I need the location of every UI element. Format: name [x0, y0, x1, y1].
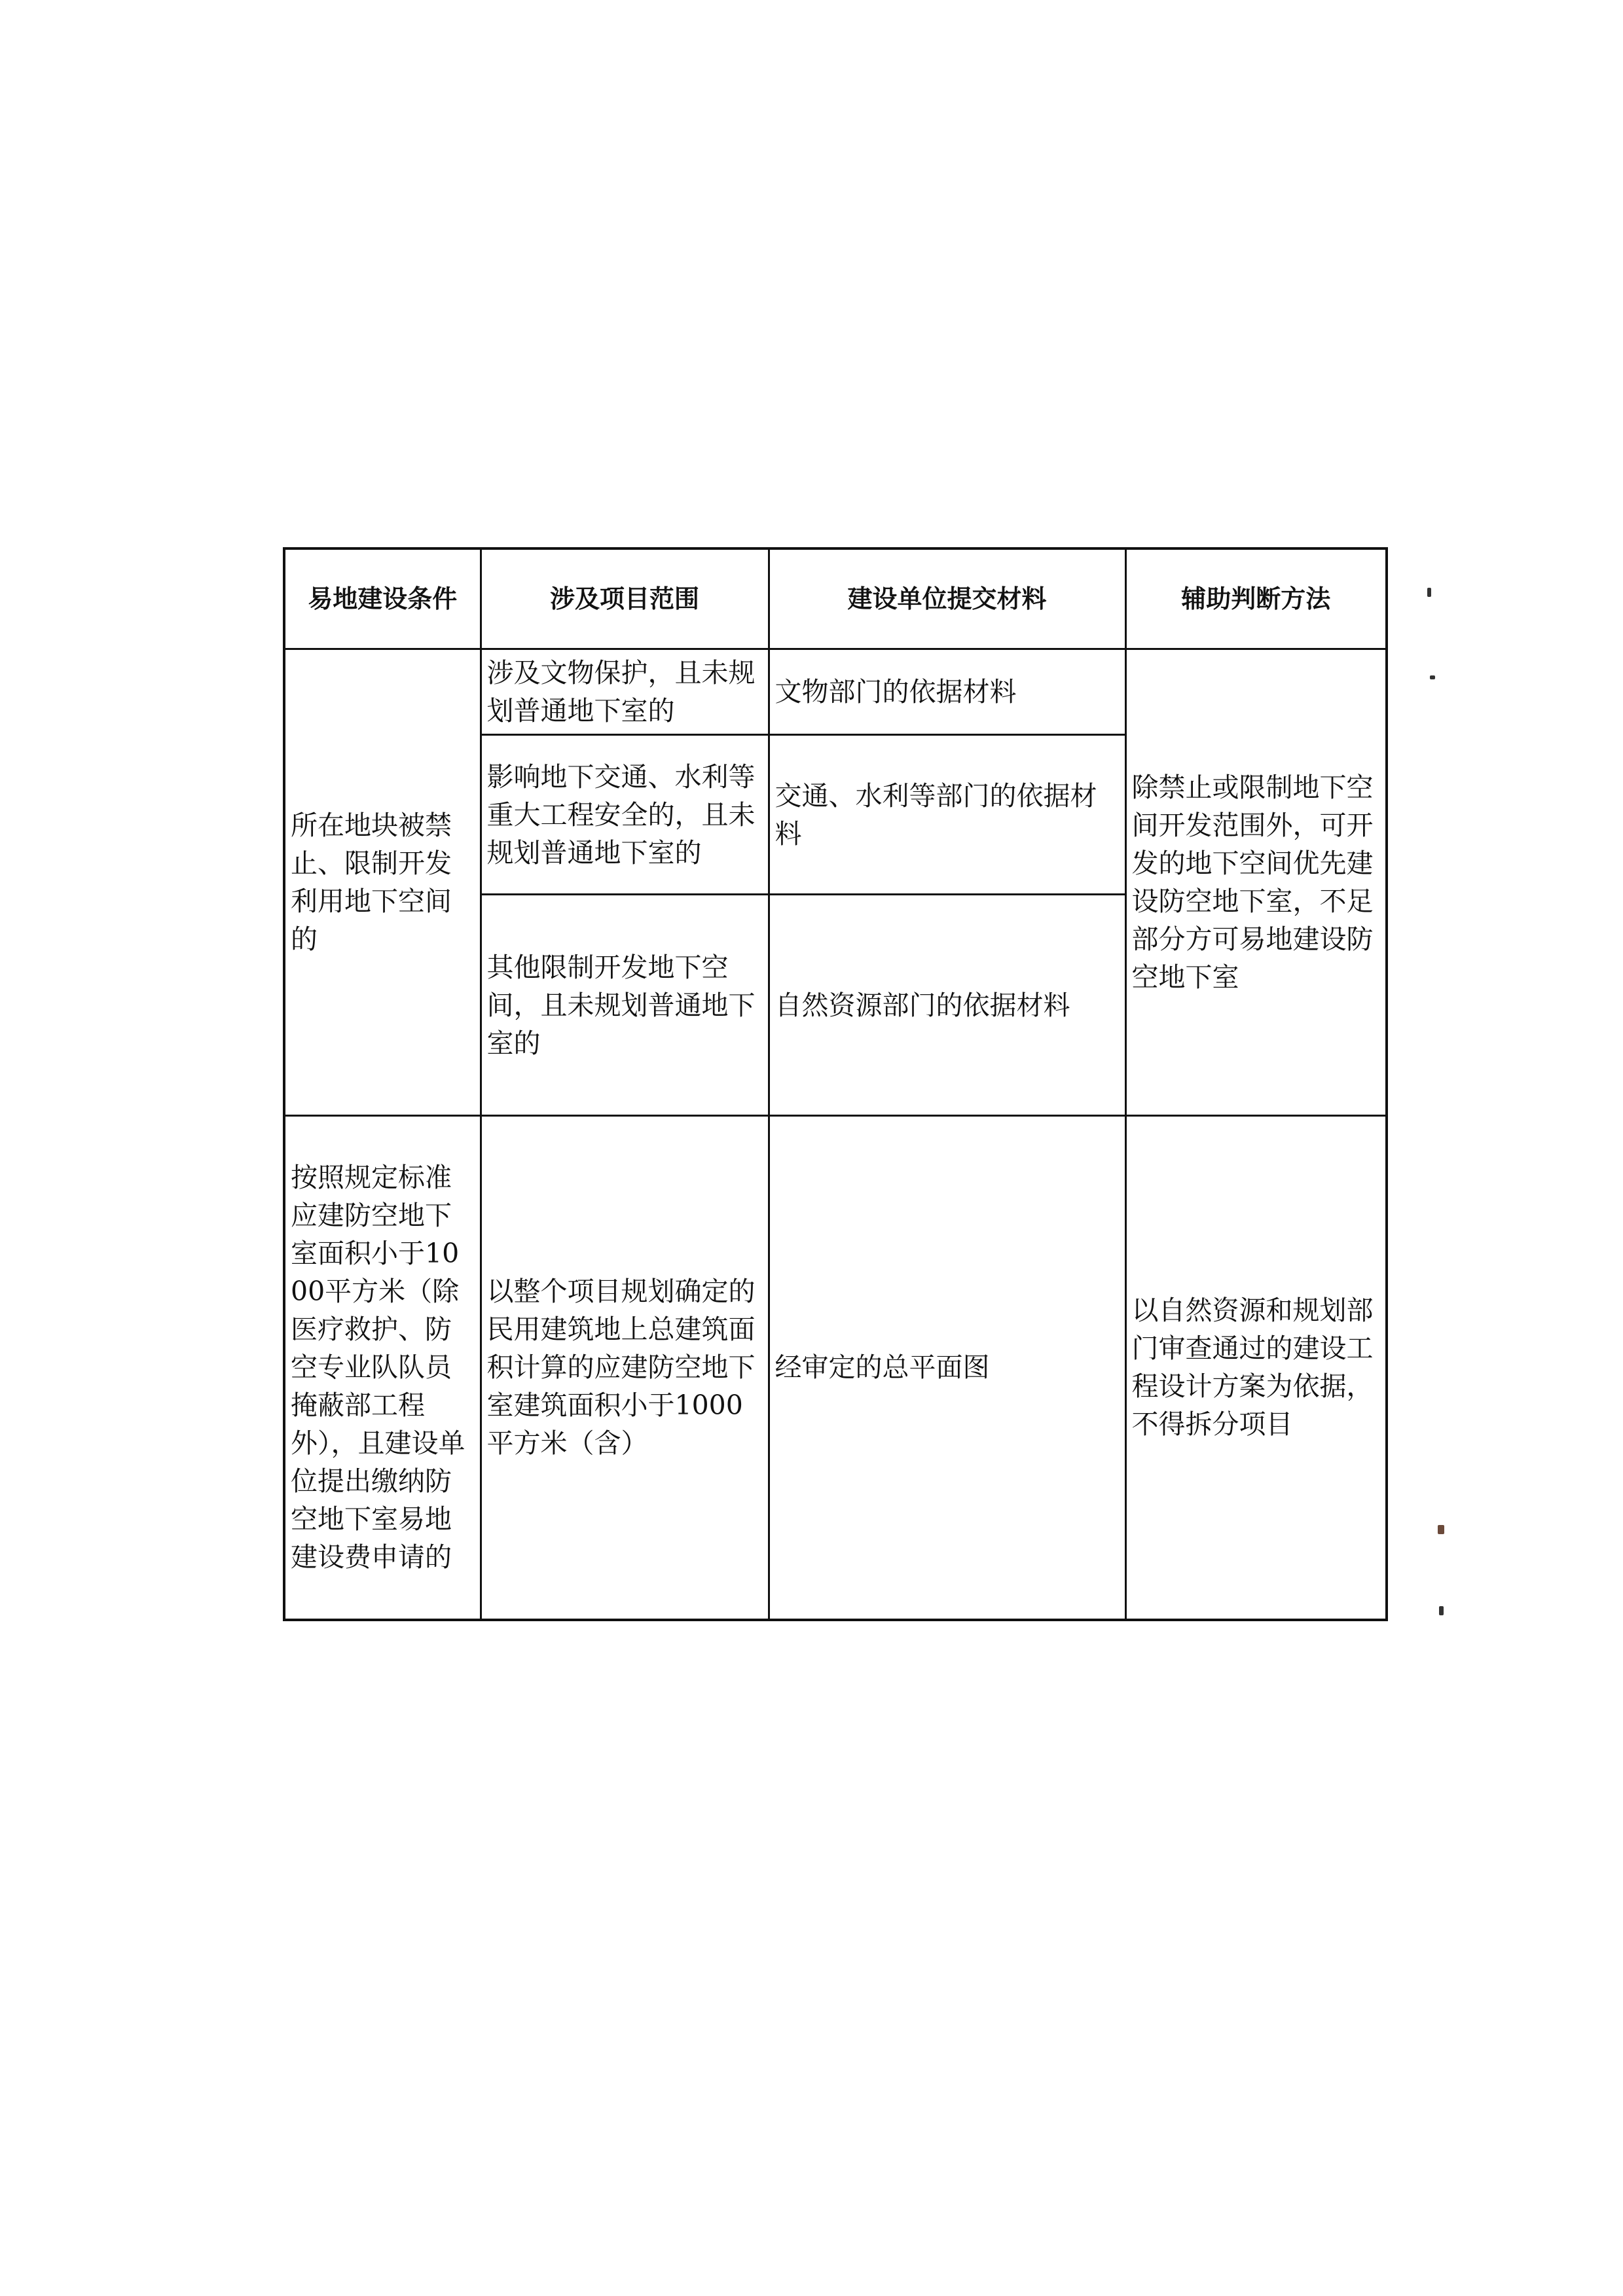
table-header-row: [284, 548, 1387, 649]
header-method: 辅助判断方法: [1125, 548, 1387, 649]
scan-speck: [1427, 588, 1431, 597]
header-scope: 涉及项目范围: [481, 548, 769, 649]
scan-speck: [1439, 1606, 1444, 1615]
group1-scope-cell-3: 其他限制开发地下空间，且未规划普通地下室的: [481, 895, 769, 1116]
group2-condition-cell: 按照规定标准应建防空地下室面积小于1000平方米（除医疗救护、防空专业队队员掩蔽部工程外），且建设单位提出缴纳防空地下室易地建设费申请的: [284, 1116, 481, 1620]
table-row: [284, 1116, 1387, 1620]
scan-speck: [1438, 1525, 1444, 1534]
group1-material-cell-2: 交通、水利等部门的依据材料: [769, 735, 1125, 895]
group1-condition-cell: 所在地块被禁止、限制开发利用地下空间的: [284, 649, 481, 1116]
table-row: [284, 649, 1387, 735]
scan-speck: [1430, 675, 1435, 679]
group2-scope-cell: 以整个项目规划确定的民用建筑地上总建筑面积计算的应建防空地下室建筑面积小于1000平方米（含）: [481, 1116, 769, 1620]
header-material: 建设单位提交材料: [769, 548, 1125, 649]
header-condition: 易地建设条件: [284, 548, 481, 649]
group1-scope-cell-1: 涉及文物保护，且未规划普通地下室的: [481, 649, 769, 735]
group1-material-cell-1: 文物部门的依据材料: [769, 649, 1125, 735]
group1-scope-cell-2: 影响地下交通、水利等重大工程安全的，且未规划普通地下室的: [481, 735, 769, 895]
group1-material-cell-3: 自然资源部门的依据材料: [769, 895, 1125, 1116]
group2-material-cell: 经审定的总平面图: [769, 1116, 1125, 1620]
construction-conditions-table: [283, 547, 1388, 1621]
group1-method-cell: 除禁止或限制地下空间开发范围外，可开发的地下空间优先建设防空地下室，不足部分方可易地建设防空地下室: [1125, 649, 1387, 1116]
group2-method-cell: 以自然资源和规划部门审查通过的建设工程设计方案为依据，不得拆分项目: [1125, 1116, 1387, 1620]
